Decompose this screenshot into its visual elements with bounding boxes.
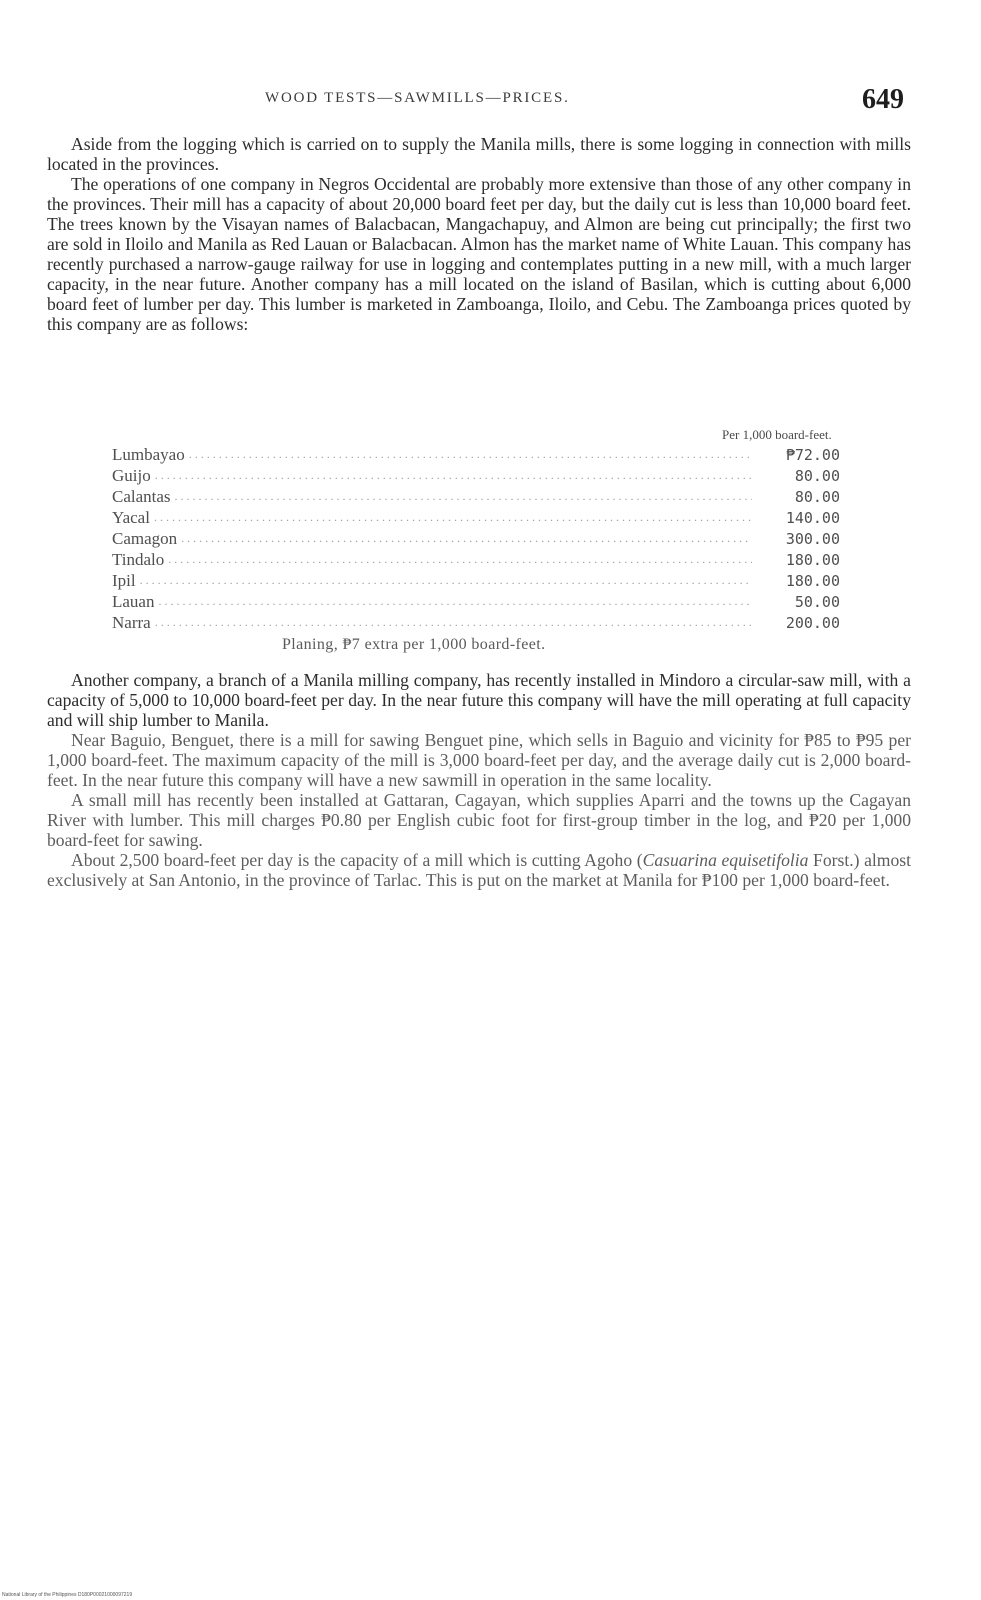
species-name: Lumbayao: [112, 445, 185, 464]
price-cell: 50.00: [794, 593, 840, 611]
paragraph-agoho-mill: [47, 850, 911, 890]
species-cell: [112, 591, 752, 612]
species-name: Tindalo: [112, 550, 165, 569]
price-table-note: Planing, ₱7 extra per 1,000 board-feet.: [282, 636, 546, 653]
table-row: [112, 444, 902, 465]
dot-leader: [168, 549, 752, 570]
dot-leader: [155, 465, 752, 486]
page-number: 649: [862, 84, 904, 115]
species-cell: [112, 486, 752, 507]
dot-leader: [154, 507, 752, 528]
paragraph-gattaran-mill: A small mill has recently been installed at Gattaran, Cagayan, which supplies Aparri and the towns up the Cagayan River with lumber. This mill charges ₱0.80 per English cubic foot for first-group timber in the log, and ₱20 per 1,000 board-feet for sawing.: [47, 790, 911, 850]
species-cell: [112, 507, 752, 528]
table-row: [112, 570, 902, 591]
species-name: Camagon: [112, 529, 178, 548]
price-cell: 80.00: [794, 467, 840, 485]
paragraph-negros-operations: The operations of one company in Negros Occidental are probably more extensive than those of any other company in the provinces. Their mill has a capacity of about 20,000 board feet per day, but the daily cut is less than 10,000 board feet. The trees known by the Visayan names of Balacbacan, Mangachapuy, and Almon are being cut principally; the first two are sold in Iloilo and Manila as Red Lauan or Balacbacan. Almon has the market name of White Lauan. This company has recently purchased a narrow-gauge railway for use in logging and contemplates putting in a new mill, with a much larger capacity, in the near future. Another company has a mill located on the island of Basilan, which is cutting about 6,000 board feet of lumber per day. This lumber is marketed in Zamboanga, Iloilo, and Cebu. The Zamboanga prices quoted by this company are as follows:: [47, 174, 911, 334]
species-cell: [112, 465, 752, 486]
table-row: [112, 507, 902, 528]
species-name: Guijo: [112, 466, 151, 485]
agoho-text-end: Forst.) almost exclusively at San Antonio, in the province of Tarlac. This is put on the market at Manila for ₱100 per 1,000 board-feet.: [47, 850, 911, 890]
price-cell: 180.00: [785, 572, 840, 590]
price-cell: 80.00: [794, 488, 840, 506]
scientific-name: Casuarina equisetifolia: [642, 850, 809, 870]
paragraph-logging: Aside from the logging which is carried on to supply the Manila mills, there is some logging in connection with mills located in the provinces.: [47, 134, 911, 174]
species-cell: [112, 444, 752, 465]
paragraph-baguio-mill: Near Baguio, Benguet, there is a mill for sawing Benguet pine, which sells in Baguio and vicinity for ₱85 to ₱95 per 1,000 board-feet. The maximum capacity of the mill is 3,000 board-feet per day, and the average daily cut is 2,000 board-feet. In the near future this company will have a new sawmill in operation in the same locality.: [47, 730, 911, 790]
dot-leader: [155, 612, 752, 633]
table-row: [112, 528, 902, 549]
paragraph-mindoro-mill: Another company, a branch of a Manila milling company, has recently installed in Mindoro a circular-saw mill, with a capacity of 5,000 to 10,000 board-feet per day. In the near future this company will have the mill operating at full capacity and will ship lumber to Manila.: [47, 670, 911, 730]
price-cell: 200.00: [785, 614, 840, 632]
scan-credit: National Library of the Philippines D180P00021000097219: [2, 1592, 133, 1598]
dot-leader: [140, 570, 752, 591]
dot-leader: [175, 486, 752, 507]
species-cell: [112, 570, 752, 591]
table-row: [112, 465, 902, 486]
price-cell: 300.00: [785, 530, 840, 548]
dot-leader: [181, 528, 752, 549]
species-cell: [112, 612, 752, 633]
species-name: Yacal: [112, 508, 150, 527]
species-name: Lauan: [112, 592, 155, 611]
price-cell: ₱72.00: [785, 446, 840, 464]
dot-leader: [189, 444, 752, 465]
species-name: Narra: [112, 613, 151, 632]
price-cell: 140.00: [785, 509, 840, 527]
dot-leader: [158, 591, 752, 612]
species-cell: [112, 549, 752, 570]
body-text-bottom: [47, 670, 911, 890]
table-row: [112, 612, 902, 633]
table-row: [112, 591, 902, 612]
running-title: WOOD TESTS—SAWMILLS—PRICES.: [265, 90, 570, 106]
table-row: [112, 549, 902, 570]
species-name: Ipil: [112, 571, 136, 590]
species-name: Calantas: [112, 487, 171, 506]
running-head: [0, 84, 981, 118]
agoho-text-start: About 2,500 board-feet per day is the capacity of a mill which is cutting Agoho (: [71, 850, 643, 870]
body-text-top: [47, 134, 911, 334]
table-row: [112, 486, 902, 507]
price-cell: 180.00: [785, 551, 840, 569]
species-cell: [112, 528, 752, 549]
price-table-header: Per 1,000 board-feet.: [722, 427, 832, 442]
price-table-rows: [112, 444, 902, 633]
